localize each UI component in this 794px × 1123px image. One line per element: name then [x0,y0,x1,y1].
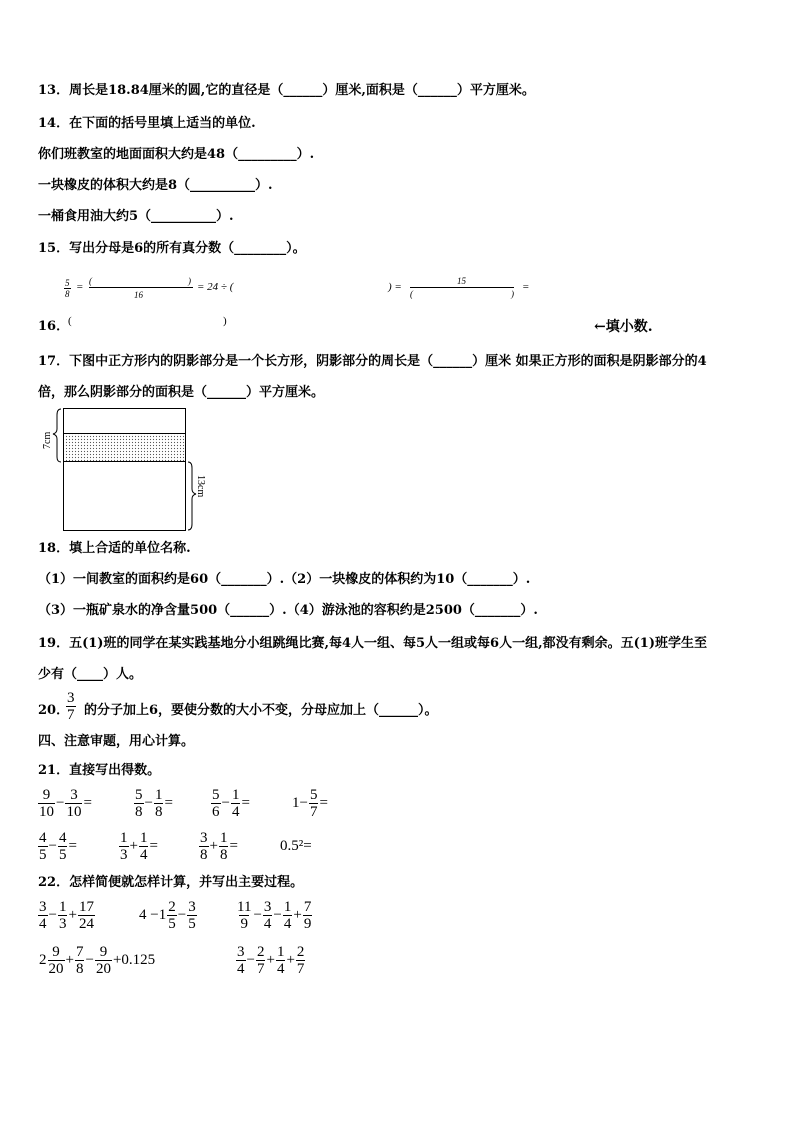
q16-equals: = [76,281,84,293]
q13 [38,82,535,100]
frac-num: 4 [39,829,47,846]
frac-den: 9 [240,915,248,932]
q17-text-1: 下图中正方形内的阴影部分是一个长方形，阴影部分的周长是（______）厘米 如果正方形的面积是阴影部分的4 [69,354,707,369]
q20-frac-den: 7 [67,707,75,723]
q14 [38,115,256,133]
frac-den: 4 [39,915,47,932]
q16-number: 16． [38,319,70,334]
q21-item-1 [38,783,93,823]
label-13cm: 13cm [195,475,206,498]
operator: − [85,951,94,968]
q21-item-8 [279,826,313,866]
frac-num: 17 [78,898,94,915]
whole-part: 2 [39,951,47,968]
q22-expr-5 [236,940,305,980]
q16-frac-num: 5 [65,278,70,288]
frac-num: 9 [52,943,60,960]
equals: = [319,794,328,811]
q22-number: 22． [38,875,70,890]
frac-den: 4 [231,803,240,820]
q16-fraction-bar [89,287,193,288]
frac-den: 24 [78,915,94,932]
q14-a: 你们班教室的地面面积大约是48（_________）. [38,147,315,162]
whole-part: 4 −1 [139,906,167,923]
square [64,409,186,531]
operator: − [48,837,57,854]
q21 [38,762,160,780]
q16-bottom-paren-open: ( [410,289,413,299]
q16-paren-close: ) [188,276,191,286]
frac-num: 1 [58,898,67,915]
q13-number: 13． [38,83,70,98]
q16-fraction-bar-2 [410,287,514,288]
operator: − [273,906,282,923]
equals: = [164,794,173,811]
q13-text: 周长是18.84厘米的圆,它的直径是（______）厘米,面积是（______）平方厘米。 [69,83,535,98]
frac-num: 3 [39,898,47,915]
frac-num: 4 [58,829,67,846]
frac-den: 8 [200,846,208,863]
q18-a: （1）一间教室的面积约是60（_______）.（2）一块橡皮的体积约为10（_______）. [38,572,531,587]
frac-den: 4 [139,846,148,863]
frac-num: 1 [231,786,240,803]
q22-expr-2 [138,895,197,935]
frac-num: 3 [200,829,208,846]
frac-num: 5 [212,786,220,803]
q16 [38,318,69,336]
frac-num: 11 [237,898,252,915]
q20-fraction [66,690,76,723]
q16-numerator: 15 [457,276,466,286]
q16-equation [60,276,560,310]
frac-den: 8 [135,803,143,820]
q21-item-6 [119,826,159,866]
q16-hint: ←填小数. [594,319,653,335]
frac-den: 5 [188,915,196,932]
brace-13cm [188,462,196,530]
frac-num: 7 [75,943,84,960]
equals: = [68,837,77,854]
q21-item-3 [211,783,251,823]
frac-num: 3 [188,898,196,915]
q18-text: 填上合适的单位名称. [69,541,191,556]
frac-den: 8 [75,960,84,977]
frac-num: 1 [139,829,148,846]
q19-number: 19． [38,636,70,651]
q18-b: （3）一瓶矿泉水的净含量500（______）.（4）游泳池的容积约是2500（_______）. [38,603,538,618]
frac-den: 8 [154,803,163,820]
label-7cm: 7cm [42,431,53,449]
q20-text: 的分子加上6，要使分数的大小不变，分母应加上（______）。 [84,703,438,718]
frac-num: 5 [309,786,318,803]
q16-answer-paren-open: ( [68,315,72,327]
q21-item-7 [199,826,239,866]
frac-den: 20 [48,960,64,977]
q16-denominator: 16 [134,290,143,300]
frac-den: 7 [296,960,305,977]
frac-den: 6 [212,803,220,820]
frac-num: 2 [296,943,305,960]
operator: − [177,906,187,923]
q16-frac-den: 8 [65,289,70,299]
frac-den: 4 [283,915,292,932]
q14-number: 14． [38,116,70,131]
q16-mid-expr: = 24 ÷ ( [197,281,234,293]
operator: + [293,906,302,923]
frac-den: 8 [219,846,228,863]
operator: + [129,837,138,854]
operator: − [253,906,262,923]
q19-line2: 少有（____）人。 [38,667,143,682]
frac-num: 7 [303,898,312,915]
q15 [38,240,306,258]
q22-text: 怎样简便就怎样计算，并写出主要过程。 [69,875,304,890]
frac-num: 1 [276,943,285,960]
q14-b: 一块橡皮的体积大约是8（__________）. [38,178,273,193]
frac-den: 20 [95,960,111,977]
operator: + [286,951,295,968]
q17-line1 [38,353,707,371]
q22-expr-3 [236,895,312,935]
q19-text-1: 五(1)班的同学在某实践基地分小组跳绳比赛,每4人一组、每5人一组或每6人一组,都没有剩余。五(1)班学生至 [69,636,707,651]
equals: = [241,794,250,811]
operator: + [209,837,218,854]
equals: = [149,837,158,854]
frac-num: 5 [135,786,143,803]
shaded-rectangle [64,434,186,462]
q22-expr-4 [38,940,156,980]
frac-num: 1 [219,829,228,846]
q21-item-2 [134,783,174,823]
power-expression: 0.5²= [280,837,312,854]
q20 [38,702,69,720]
frac-den: 7 [256,960,265,977]
frac-num: 2 [256,943,265,960]
operator: + [266,951,275,968]
equals: = [229,837,238,854]
q17-line2: 倍，那么阴影部分的面积是（______）平方厘米。 [38,385,325,400]
frac-num: 1 [283,898,292,915]
q16-answer-paren-close: ) [223,315,227,327]
frac-den: 5 [58,846,67,863]
q16-equals-2: = [522,281,530,293]
operator: − [246,951,255,968]
q21-number: 21． [38,763,70,778]
operator: + [68,906,77,923]
frac-num: 2 [168,898,176,915]
frac-den: 4 [276,960,285,977]
q16-close-equals: ) = [388,281,402,293]
frac-den: 9 [303,915,312,932]
section-4-title: 四、注意审题，用心计算。 [38,734,195,749]
frac-den: 7 [309,803,318,820]
brace-7cm [53,409,61,462]
frac-num: 9 [99,943,108,960]
q21-item-4 [291,783,329,823]
operator: − [144,794,153,811]
q14-c: 一桶食用油大约5（__________）. [38,209,234,224]
frac-den: 4 [263,915,272,932]
operator: + [65,951,74,968]
q15-number: 15． [38,241,70,256]
frac-den: 5 [168,915,176,932]
q21-item-5 [38,826,78,866]
equals: = [83,794,92,811]
frac-num: 1 [120,829,128,846]
operator: − [221,794,230,811]
frac-num: 1 [154,786,163,803]
q20-frac-num: 3 [67,690,75,706]
frac-den: 4 [237,960,245,977]
q17-figure [38,405,218,533]
operator: − [56,794,65,811]
q14-text: 在下面的括号里填上适当的单位. [69,116,256,131]
q18-number: 18． [38,541,70,556]
q22 [38,874,303,892]
q22-expr-1 [38,895,95,935]
frac-den: 10 [39,803,54,820]
q19-line1 [38,635,707,653]
frac-num: 3 [70,786,78,803]
frac-num: 3 [263,898,272,915]
q18 [38,540,191,558]
frac-den: 3 [120,846,128,863]
frac-num: 9 [42,786,51,803]
q16-paren-open: ( [89,276,92,286]
frac-num: 3 [237,943,245,960]
frac-den: 3 [58,915,67,932]
q16-bottom-paren-close: ) [511,289,514,299]
whole-part: 1− [292,794,308,811]
q20-number: 20． [38,703,70,718]
q15-text: 写出分母是6的所有真分数（________）。 [69,241,306,256]
frac-den: 10 [66,803,82,820]
frac-den: 5 [39,846,47,863]
operator: − [48,906,57,923]
tail-term: +0.125 [112,951,156,968]
q17-number: 17． [38,354,70,369]
q21-text: 直接写出得数。 [69,763,161,778]
